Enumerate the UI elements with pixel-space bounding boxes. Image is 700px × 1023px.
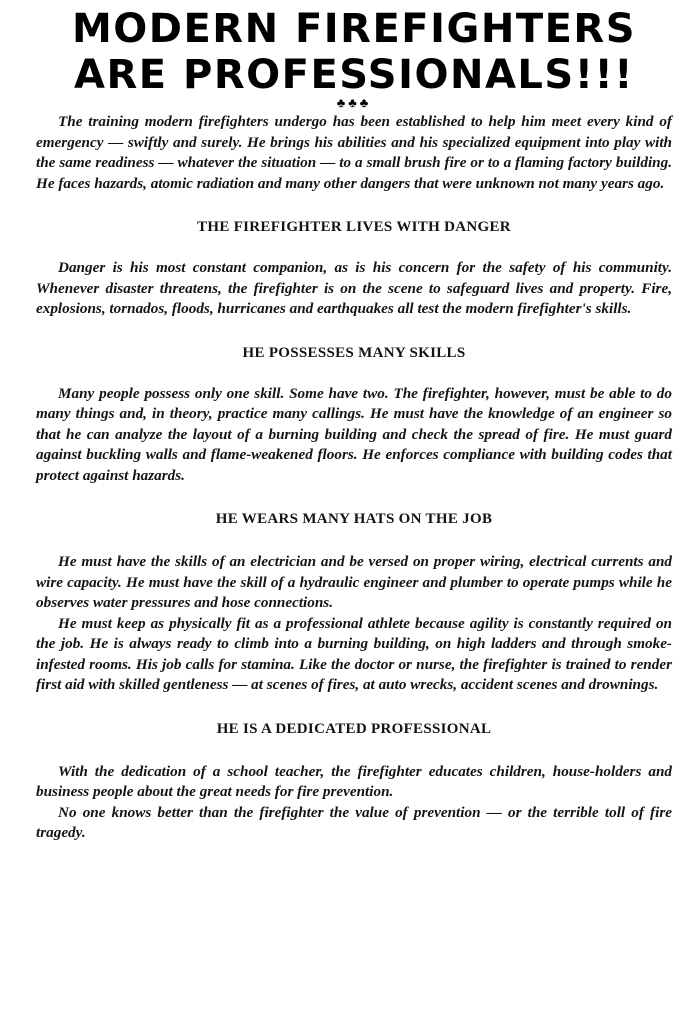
title-line-1: MODERN FIREFIGHTERS [71,6,637,52]
paragraph-hats-1: He must have the skills of an electrician and be versed on proper wiring, electrical currents and wire capacity. He must have the skill of a hydraulic engineer and plumber to operate pumps while he observes water pressures and hose connections. [36,553,672,611]
section-heading-danger: THE FIREFIGHTER LIVES WITH DANGER [197,219,511,235]
paragraph-dedicated-1: With the dedication of a school teacher, the firefighter educates children, house-holders and business people about the great needs for fire prevention. [36,762,672,800]
paragraph-hats-2: He must keep as physically fit as a professional athlete because agility is constantly required on the job. He is always ready to climb into a burning building, on high ladders and through smoke-infested rooms. His job calls for stamina. Like the doctor or nurse, the firefighter is trained to render first aid with skilled gentleness — at scenes of fires, at auto wrecks, accident scenes and drownings. [36,614,672,693]
paragraph-skills: Many people possess only one skill. Some have two. The firefighter, however, must be able to do many things and, in theory, practice many callings. He must have the knowledge of an engineer so that he can analyze the layout of a burning building and check the spread of fire. He must guard against buckling walls and flame-weakened floors. He enforces compliance with building codes that protect against hazards. [36,384,672,484]
paragraph-dedicated-2: No one knows better than the firefighter the value of prevention — or the terrible toll of fire tragedy. [36,803,672,841]
section-heading-skills: HE POSSESSES MANY SKILLS [242,344,466,361]
paragraph-danger: Danger is his most constant companion, as is his concern for the safety of his community. Whenever disaster threatens, the firefighter is on the scene to safeguard lives and property. Fire, explosions, tornados, floods, hurricanes and earthquakes all test the modern firefighter's skills. [36,259,672,317]
section-heading-dedicated: HE IS A DEDICATED PROFESSIONAL [216,720,492,737]
ornament-divider: ♣♣♣ [336,95,372,110]
page-title [36,6,672,98]
title-line-2: ARE PROFESSIONALS!!! [74,52,634,98]
intro-paragraph: The training modern firefighters undergo has been established to help him meet every kind of emergency — swiftly and surely. He brings his abilities and his specialized equipment into play with the same readiness — whatever the situation — to a small brush fire or to a flaming factory building. He faces hazards, atomic radiation and many other dangers that were unknown not many years ago. [36,113,672,192]
section-heading-hats: HE WEARS MANY HATS ON THE JOB [215,511,493,527]
